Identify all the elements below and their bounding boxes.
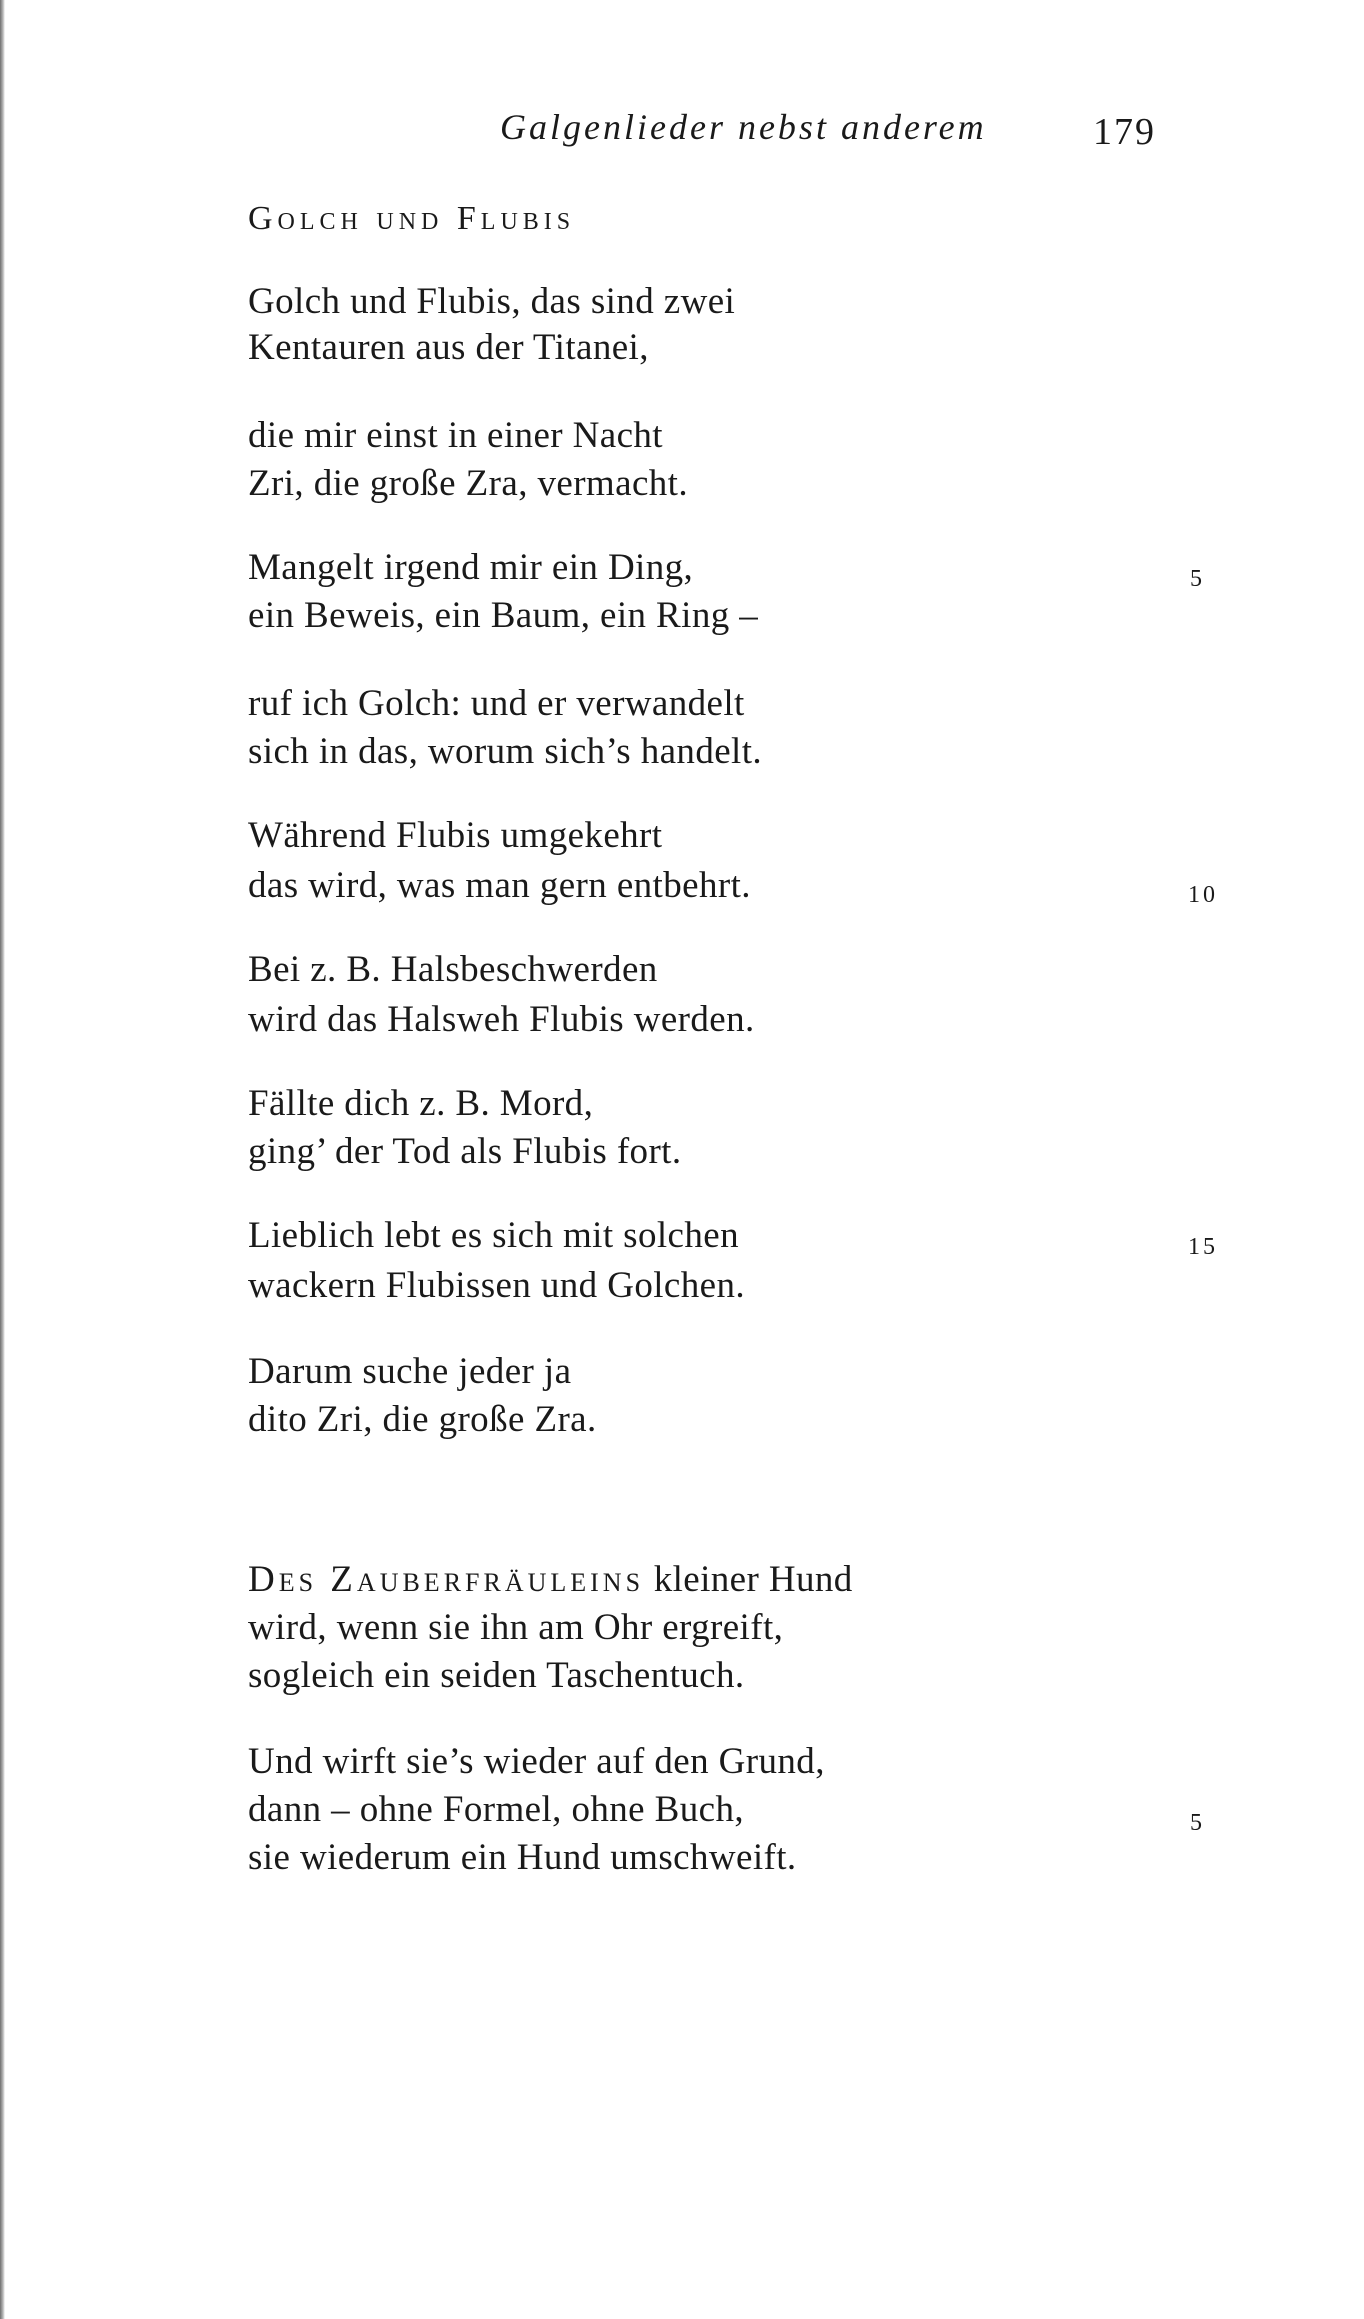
poem-line: sogleich ein seiden Taschentuch.: [248, 1655, 745, 1696]
poem-line: sie wiederum ein Hund umschweift.: [248, 1837, 797, 1878]
poem-line: [248, 1558, 853, 1602]
poem-line: Darum suche jeder ja: [248, 1351, 572, 1392]
first-line-rest: kleiner Hund: [644, 1559, 853, 1600]
poem-line: Mangelt irgend mir ein Ding,: [248, 547, 694, 588]
poem-line: Während Flubis umgekehrt: [248, 815, 663, 856]
poem-line: Und wirft sie’s wieder auf den Grund,: [248, 1741, 825, 1782]
poem-line: das wird, was man gern entbehrt.: [248, 865, 751, 906]
poem-line: ruf ich Golch: und er verwandelt: [248, 683, 745, 724]
poem-title: Golch und Flubis: [248, 200, 576, 237]
poem-line: Golch und Flubis, das sind zwei: [248, 281, 736, 322]
poem-line: Bei z. B. Halsbeschwerden: [248, 949, 658, 990]
poem-line: wird das Halsweh Flubis werden.: [248, 999, 755, 1040]
running-header: Galgenlieder nebst anderem: [500, 107, 987, 147]
poem-line: ging’ der Tod als Flubis fort.: [248, 1131, 682, 1172]
poem-line: wackern Flubissen und Golchen.: [248, 1265, 746, 1306]
poem-line: die mir einst in einer Nacht: [248, 415, 663, 456]
poem-line: ein Beweis, ein Baum, ein Ring –: [248, 595, 759, 636]
opening-words: Des Zauberfräuleins: [248, 1559, 645, 1600]
poem-line: dito Zri, die große Zra.: [248, 1399, 597, 1440]
line-number: 15: [1188, 1234, 1218, 1260]
page-number: 179: [1093, 111, 1156, 153]
line-number: 10: [1188, 882, 1218, 908]
line-number: 5: [1190, 566, 1205, 592]
poem-line: Kentauren aus der Titanei,: [248, 327, 649, 368]
poem-line: wird, wenn sie ihn am Ohr ergreift,: [248, 1607, 784, 1648]
poem-line: Zri, die große Zra, vermacht.: [248, 463, 688, 504]
page-edge-shadow: [0, 0, 5, 2319]
poem-line: sich in das, worum sich’s handelt.: [248, 731, 763, 772]
line-number: 5: [1190, 1810, 1205, 1836]
poem-line: dann – ohne Formel, ohne Buch,: [248, 1789, 744, 1830]
poem-line: Fällte dich z. B. Mord,: [248, 1083, 594, 1124]
poem-line: Lieblich lebt es sich mit solchen: [248, 1215, 740, 1256]
